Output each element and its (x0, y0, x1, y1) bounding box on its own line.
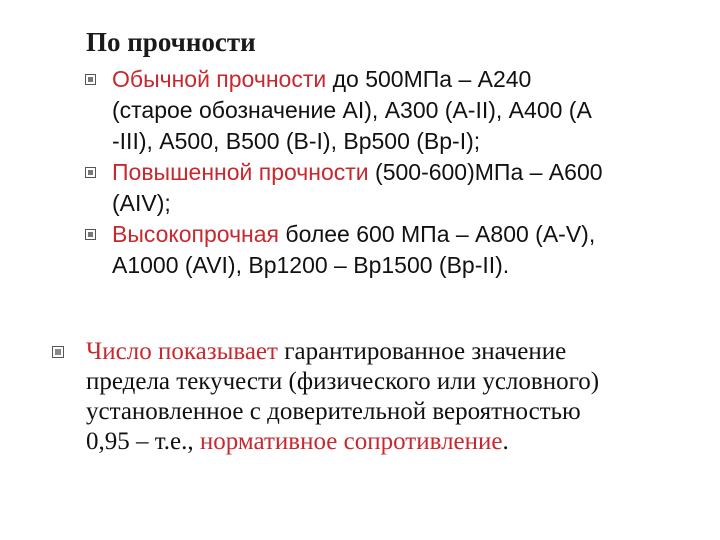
list-item-text (112, 66, 592, 154)
square-bullet-icon (85, 167, 96, 178)
highlight-term: Повышенной прочности (112, 159, 369, 185)
list-item-text (112, 159, 603, 216)
list-item-text (112, 221, 595, 278)
highlight-term-normative-resistance: нормативное сопротивление (199, 428, 503, 455)
item-line3: -III), А500, В500 (В-I), Вр500 (Вр-I); (112, 128, 481, 154)
main-line2: предела текучести (физического или условного) (86, 368, 600, 395)
highlight-term: Обычной прочности (112, 66, 327, 92)
highlight-term: Число показывает (86, 338, 278, 365)
item-line1: до 500МПа – А240 (326, 66, 532, 92)
square-bullet-icon (85, 229, 96, 240)
item-line2: (AIV); (112, 190, 171, 216)
main-line3: установленное с доверительной вероятностью (86, 398, 581, 425)
list-item-ordinary-strength (84, 64, 684, 157)
square-bullet-icon (85, 74, 96, 85)
main-line4-start: 0,95 – т.е., (86, 428, 200, 455)
item-line2: (старое обозначение AI), А300 (А-II), А400 (А (112, 97, 592, 123)
list-item-increased-strength (84, 157, 684, 219)
slide-heading: По прочности (86, 27, 256, 57)
highlight-term: Высокопрочная (112, 221, 279, 247)
item-line2: А1000 (AVI), Вр1200 – Вр1500 (Вр-II). (112, 252, 510, 278)
strength-class-list (84, 64, 684, 281)
item-line1: более 600 МПа – А800 (А-V), (279, 221, 596, 247)
main-paragraph (86, 337, 686, 457)
main-line1: гарантированное значение (277, 338, 567, 365)
list-item-high-strength (84, 219, 684, 281)
main-line4-end: . (502, 428, 509, 455)
item-line1: (500-600)МПа – А600 (368, 159, 603, 185)
square-bullet-icon (52, 346, 64, 358)
